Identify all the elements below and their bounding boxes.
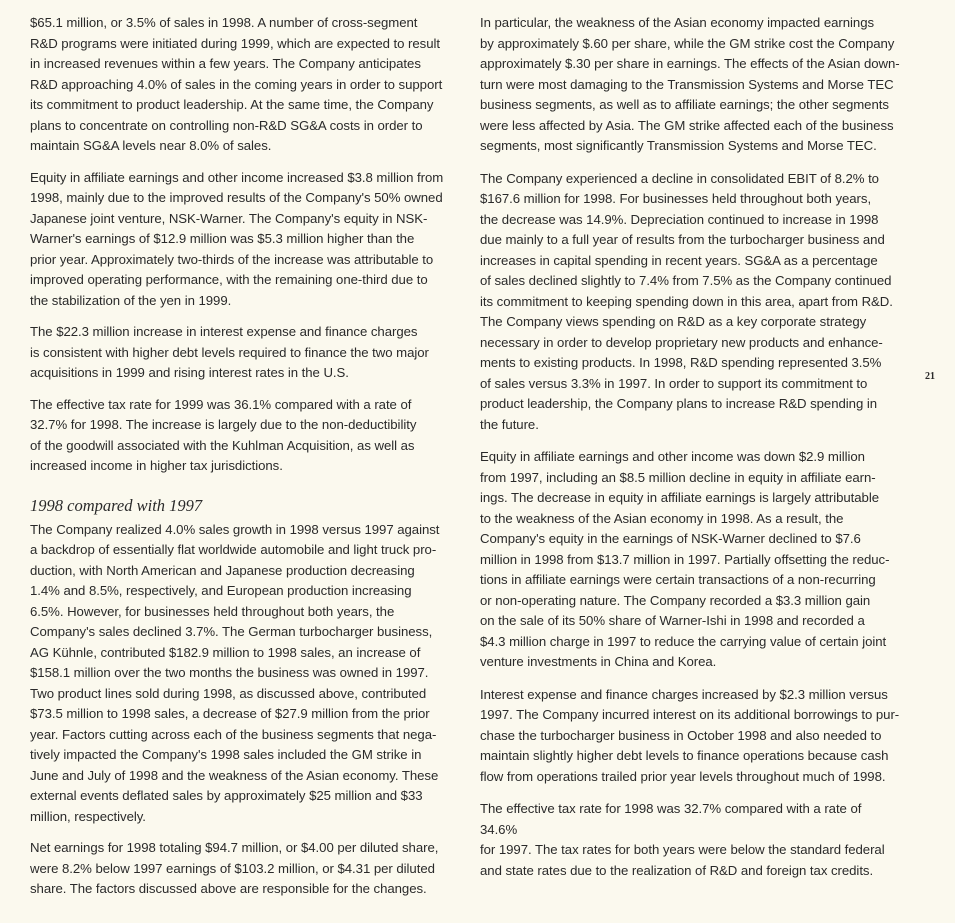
- paragraph-equity-affiliate-1999: Equity in affiliate earnings and other income increased $3.8 million from 1998, mainly due to the improved results of the Company's 50% owned Japanese joint venture, NSK-Warner. The Company's equity in NSK- Warner's earnings of $12.9 million was $5.3 million higher than the prior year. Approximately two-thirds of the increase was attributable to improved operating performance, with the remaining one-third due to the stabilization of the yen in 1999.: [30, 169, 444, 308]
- paragraph-equity-affiliate-1998: Equity in affiliate earnings and other income was down $2.9 million from 1997, including an $8.5 million decline in equity in affiliate earn- ings. The decrease in equity in affiliate earnings is largely attributable to the weakness of the Asian economy in 1998. As a result, the Company's equity in the earnings of NSK-Warner declined to $7.6 million in 1998 from $13.7 million in 1997. Partially offsetting the reduc- tions in affiliate earnings were certain transactions of a non-recurring or non-operating nature. The Company recorded a $3.3 million gain on the sale of its 50% share of Warner-Ishi in 1998 and recorded a $4.3 million charge in 1997 to reduce the carrying value of certain joint venture investments in China and Korea.: [480, 449, 890, 669]
- paragraph-interest-expense-1998: Interest expense and finance charges increased by $2.3 million versus 1997. The Company incurred interest on its additional borrowings to pur- chase the turbocharger business in October 1998 and also needed to maintain slightly higher debt levels to finance operations because cash flow from operations trailed prior year levels throughout much of 1998.: [480, 686, 900, 784]
- paragraph-ebit-1998: The Company experienced a decline in consolidated EBIT of 8.2% to $167.6 million for 1998. For businesses held throughout both years, the decrease was 14.9%. Depreciation continued to increase in 1998 due mainly to a full year of results from the turbocharger business and increases in capital spending in recent years. SG&A as a percentage of sales declined slightly to 7.4% from 7.5% as the Company continued its commitment to keeping spending down in this area, apart from R&D. The Company views spending on R&D as a key corporate strategy necessary in order to develop proprietary new products and enhance- ments to existing products. In 1998, R&D spending represented 3.5% of sales versus 3.3% in 1997. In order to support its commitment to product leadership, the Company plans to increase R&D spending in the future.: [480, 170, 893, 432]
- left-column: [30, 13, 450, 911]
- paragraph-tax-rate-1998: The effective tax rate for 1998 was 32.7% compared with a rate of 34.6% for 1997. The tax rates for both years were below the standard federal and state rates due to the realization of R&D and foreign tax credits.: [480, 801, 885, 878]
- right-column: [480, 13, 902, 893]
- paragraph-rd-spending: $65.1 million, or 3.5% of sales in 1998. A number of cross-segment R&D programs were initiated during 1999, which are expected to result in increased revenues within a few years. The Company anticipates R&D approaching 4.0% of sales in the coming years in order to support its commitment to product leadership. At the same time, the Company plans to concentrate on controlling non-R&D SG&A costs in order to maintain SG&A levels near 8.0% of sales.: [30, 15, 443, 153]
- page-number: 21: [925, 371, 935, 382]
- paragraph-interest-expense-1999: The $22.3 million increase in interest expense and finance charges is consistent with higher debt levels required to finance the two major acquisitions in 1999 and rising interest rates in the U.S.: [30, 324, 429, 380]
- paragraph-asian-economy-gm-strike: In particular, the weakness of the Asian economy impacted earnings by approximately $.60 per share, while the GM strike cost the Company approximately $.30 per share in earnings. The effects of the Asian down- turn were most damaging to the Transmission Systems and Morse TEC business segments, as well as to affiliate earnings; the other segments were less affected by Asia. The GM strike affected each of the business segments, most significantly Transmission Systems and Morse TEC.: [480, 15, 900, 153]
- section-heading-1998-vs-1997: 1998 compared with 1997: [30, 495, 203, 515]
- paragraph-sales-growth-1998: The Company realized 4.0% sales growth in 1998 versus 1997 against a backdrop of essentially flat worldwide automobile and light truck pro- duction, with North American and Japanese production decreasing 1.4% and 8.5%, respectively, and European production increasing 6.5%. However, for businesses held throughout both years, the Company's sales declined 3.7%. The German turbocharger business, AG Kühnle, contributed $182.9 million to 1998 sales, an increase of $158.1 million over the two months the business was owned in 1997. Two product lines sold during 1998, as discussed above, contributed $73.5 million to 1998 sales, a decrease of $27.9 million from the prior year. Factors cutting across each of the business segments that nega- tively impacted the Company's 1998 sales included the GM strike in June and July of 1998 and the weakness of the Asian economy. These external events deflated sales by approximately $25 million and $33 million, respectively.: [30, 521, 440, 824]
- paragraph-tax-rate-1999: The effective tax rate for 1999 was 36.1% compared with a rate of 32.7% for 1998. The increase is largely due to the non-deductibility of the goodwill associated with the Kuhlman Acquisition, as well as increased income in higher tax jurisdictions.: [30, 396, 417, 473]
- paragraph-net-earnings-1998: Net earnings for 1998 totaling $94.7 million, or $4.00 per diluted share, were 8.2% below 1997 earnings of $103.2 million, or $4.31 per diluted share. The factors discussed above are responsible for the changes.: [30, 840, 439, 896]
